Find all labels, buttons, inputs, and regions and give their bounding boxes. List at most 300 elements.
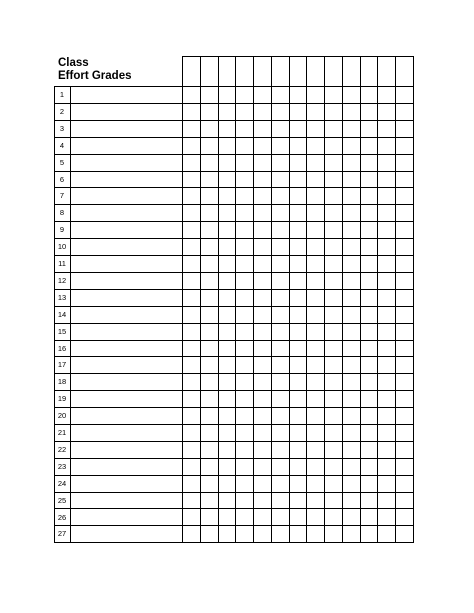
grade-cell[interactable] [396,222,413,238]
grade-cell[interactable] [290,188,307,204]
grade-cell[interactable] [378,290,395,306]
grade-cell[interactable] [290,222,307,238]
grade-cell[interactable] [307,526,324,542]
grade-cell[interactable] [272,138,289,154]
grade-cell[interactable] [396,205,413,221]
grade-column-header-cell[interactable] [236,57,253,86]
grade-column-header-cell[interactable] [361,57,378,86]
grade-cell[interactable] [343,324,360,340]
grade-cell[interactable] [378,324,395,340]
grade-cell[interactable] [325,121,342,137]
student-name-cell[interactable] [71,307,182,323]
grade-cell[interactable] [183,290,200,306]
grade-cell[interactable] [219,442,236,458]
grade-cell[interactable] [201,205,218,221]
grade-cell[interactable] [396,459,413,475]
grade-cell[interactable] [183,459,200,475]
grade-cell[interactable] [361,307,378,323]
grade-column-header-cell[interactable] [254,57,271,86]
grade-cell[interactable] [307,138,324,154]
student-name-cell[interactable] [71,391,182,407]
grade-cell[interactable] [201,273,218,289]
grade-cell[interactable] [183,188,200,204]
grade-cell[interactable] [183,121,200,137]
grade-cell[interactable] [254,526,271,542]
grade-cell[interactable] [343,374,360,390]
grade-cell[interactable] [201,307,218,323]
grade-cell[interactable] [219,307,236,323]
grade-cell[interactable] [236,307,253,323]
grade-cell[interactable] [201,510,218,526]
grade-cell[interactable] [290,442,307,458]
student-name-cell[interactable] [71,273,182,289]
student-name-cell[interactable] [71,493,182,509]
grade-cell[interactable] [219,290,236,306]
grade-cell[interactable] [378,273,395,289]
grade-cell[interactable] [325,391,342,407]
student-name-cell[interactable] [71,87,182,103]
grade-cell[interactable] [219,408,236,424]
grade-cell[interactable] [307,121,324,137]
grade-cell[interactable] [272,307,289,323]
grade-cell[interactable] [183,408,200,424]
grade-cell[interactable] [183,476,200,492]
grade-cell[interactable] [290,256,307,272]
grade-cell[interactable] [290,408,307,424]
grade-cell[interactable] [361,526,378,542]
grade-column-header-cell[interactable] [396,57,413,86]
grade-cell[interactable] [325,357,342,373]
grade-cell[interactable] [361,425,378,441]
grade-cell[interactable] [325,307,342,323]
grade-cell[interactable] [272,493,289,509]
grade-cell[interactable] [254,476,271,492]
grade-cell[interactable] [361,324,378,340]
grade-cell[interactable] [201,188,218,204]
grade-cell[interactable] [272,155,289,171]
grade-cell[interactable] [236,526,253,542]
grade-cell[interactable] [361,188,378,204]
grade-cell[interactable] [325,222,342,238]
grade-cell[interactable] [254,188,271,204]
grade-cell[interactable] [254,442,271,458]
grade-column-header-cell[interactable] [183,57,200,86]
grade-cell[interactable] [307,442,324,458]
grade-cell[interactable] [272,121,289,137]
grade-cell[interactable] [254,222,271,238]
grade-cell[interactable] [219,476,236,492]
grade-cell[interactable] [343,273,360,289]
grade-cell[interactable] [343,510,360,526]
grade-cell[interactable] [272,239,289,255]
grade-cell[interactable] [378,459,395,475]
grade-cell[interactable] [325,256,342,272]
grade-cell[interactable] [378,510,395,526]
grade-cell[interactable] [396,341,413,357]
grade-cell[interactable] [254,121,271,137]
grade-cell[interactable] [236,222,253,238]
grade-cell[interactable] [378,391,395,407]
grade-cell[interactable] [307,324,324,340]
grade-cell[interactable] [343,256,360,272]
grade-cell[interactable] [236,425,253,441]
grade-cell[interactable] [254,290,271,306]
grade-cell[interactable] [236,121,253,137]
grade-cell[interactable] [343,121,360,137]
grade-cell[interactable] [325,172,342,188]
grade-cell[interactable] [236,155,253,171]
grade-cell[interactable] [396,87,413,103]
grade-cell[interactable] [219,155,236,171]
grade-cell[interactable] [378,307,395,323]
grade-cell[interactable] [396,256,413,272]
grade-cell[interactable] [254,324,271,340]
grade-cell[interactable] [361,87,378,103]
grade-cell[interactable] [290,239,307,255]
grade-cell[interactable] [290,341,307,357]
grade-cell[interactable] [236,510,253,526]
grade-cell[interactable] [361,205,378,221]
grade-cell[interactable] [236,87,253,103]
grade-cell[interactable] [254,374,271,390]
grade-cell[interactable] [201,222,218,238]
grade-cell[interactable] [396,273,413,289]
grade-cell[interactable] [361,374,378,390]
student-name-cell[interactable] [71,104,182,120]
grade-cell[interactable] [201,155,218,171]
grade-cell[interactable] [378,256,395,272]
grade-cell[interactable] [183,155,200,171]
grade-cell[interactable] [183,374,200,390]
student-name-cell[interactable] [71,172,182,188]
grade-cell[interactable] [219,341,236,357]
grade-cell[interactable] [361,273,378,289]
grade-cell[interactable] [236,324,253,340]
grade-cell[interactable] [201,374,218,390]
grade-cell[interactable] [183,425,200,441]
grade-cell[interactable] [325,138,342,154]
grade-cell[interactable] [343,307,360,323]
grade-cell[interactable] [290,172,307,188]
grade-cell[interactable] [325,476,342,492]
grade-cell[interactable] [307,425,324,441]
grade-cell[interactable] [272,408,289,424]
grade-cell[interactable] [272,442,289,458]
grade-cell[interactable] [219,324,236,340]
grade-cell[interactable] [378,408,395,424]
student-name-cell[interactable] [71,290,182,306]
grade-cell[interactable] [290,290,307,306]
grade-cell[interactable] [183,391,200,407]
grade-cell[interactable] [272,476,289,492]
grade-cell[interactable] [307,307,324,323]
grade-cell[interactable] [396,172,413,188]
grade-cell[interactable] [219,138,236,154]
grade-cell[interactable] [343,138,360,154]
grade-cell[interactable] [396,526,413,542]
grade-cell[interactable] [396,425,413,441]
grade-cell[interactable] [343,104,360,120]
grade-cell[interactable] [254,155,271,171]
grade-cell[interactable] [290,87,307,103]
grade-cell[interactable] [343,341,360,357]
student-name-cell[interactable] [71,459,182,475]
grade-cell[interactable] [396,408,413,424]
grade-column-header-cell[interactable] [307,57,324,86]
grade-cell[interactable] [236,188,253,204]
grade-cell[interactable] [219,87,236,103]
grade-cell[interactable] [361,239,378,255]
grade-cell[interactable] [378,188,395,204]
grade-cell[interactable] [396,357,413,373]
grade-cell[interactable] [307,341,324,357]
grade-cell[interactable] [201,442,218,458]
grade-cell[interactable] [254,256,271,272]
grade-cell[interactable] [325,526,342,542]
grade-cell[interactable] [378,205,395,221]
grade-cell[interactable] [201,138,218,154]
grade-cell[interactable] [272,374,289,390]
grade-cell[interactable] [343,476,360,492]
grade-cell[interactable] [343,357,360,373]
grade-cell[interactable] [219,374,236,390]
grade-cell[interactable] [325,290,342,306]
grade-cell[interactable] [219,188,236,204]
grade-cell[interactable] [183,222,200,238]
grade-cell[interactable] [343,408,360,424]
grade-cell[interactable] [272,172,289,188]
grade-cell[interactable] [272,104,289,120]
student-name-cell[interactable] [71,155,182,171]
student-name-cell[interactable] [71,188,182,204]
grade-cell[interactable] [272,459,289,475]
grade-cell[interactable] [396,104,413,120]
grade-cell[interactable] [325,341,342,357]
grade-cell[interactable] [325,273,342,289]
grade-cell[interactable] [307,222,324,238]
grade-cell[interactable] [378,442,395,458]
grade-cell[interactable] [325,205,342,221]
grade-cell[interactable] [254,205,271,221]
grade-cell[interactable] [254,172,271,188]
grade-cell[interactable] [272,341,289,357]
grade-cell[interactable] [201,476,218,492]
grade-cell[interactable] [201,290,218,306]
grade-cell[interactable] [361,510,378,526]
grade-cell[interactable] [254,341,271,357]
grade-cell[interactable] [378,155,395,171]
grade-cell[interactable] [343,442,360,458]
grade-cell[interactable] [183,493,200,509]
grade-cell[interactable] [254,459,271,475]
student-name-cell[interactable] [71,374,182,390]
grade-cell[interactable] [396,391,413,407]
grade-column-header-cell[interactable] [290,57,307,86]
grade-cell[interactable] [183,510,200,526]
grade-cell[interactable] [201,239,218,255]
grade-cell[interactable] [236,408,253,424]
student-name-cell[interactable] [71,205,182,221]
grade-cell[interactable] [343,425,360,441]
grade-cell[interactable] [290,425,307,441]
grade-cell[interactable] [201,526,218,542]
grade-cell[interactable] [183,357,200,373]
grade-cell[interactable] [378,493,395,509]
grade-cell[interactable] [378,425,395,441]
grade-column-header-cell[interactable] [343,57,360,86]
grade-cell[interactable] [307,256,324,272]
grade-cell[interactable] [254,104,271,120]
grade-cell[interactable] [325,324,342,340]
grade-cell[interactable] [307,273,324,289]
grade-column-header-cell[interactable] [378,57,395,86]
grade-cell[interactable] [378,357,395,373]
grade-cell[interactable] [183,104,200,120]
grade-cell[interactable] [325,408,342,424]
grade-cell[interactable] [361,391,378,407]
grade-cell[interactable] [307,476,324,492]
grade-cell[interactable] [236,341,253,357]
grade-cell[interactable] [254,425,271,441]
grade-cell[interactable] [219,205,236,221]
grade-cell[interactable] [201,425,218,441]
grade-cell[interactable] [183,239,200,255]
grade-cell[interactable] [290,155,307,171]
grade-cell[interactable] [290,307,307,323]
student-name-cell[interactable] [71,222,182,238]
student-name-cell[interactable] [71,357,182,373]
grade-cell[interactable] [290,273,307,289]
student-name-cell[interactable] [71,526,182,542]
grade-cell[interactable] [201,87,218,103]
grade-cell[interactable] [272,324,289,340]
grade-cell[interactable] [201,408,218,424]
grade-cell[interactable] [290,324,307,340]
grade-cell[interactable] [272,188,289,204]
grade-cell[interactable] [290,476,307,492]
grade-cell[interactable] [343,526,360,542]
grade-cell[interactable] [378,104,395,120]
student-name-cell[interactable] [71,425,182,441]
grade-cell[interactable] [219,222,236,238]
student-name-cell[interactable] [71,341,182,357]
grade-cell[interactable] [236,442,253,458]
grade-cell[interactable] [325,104,342,120]
grade-cell[interactable] [183,172,200,188]
grade-cell[interactable] [361,104,378,120]
grade-column-header-cell[interactable] [272,57,289,86]
grade-cell[interactable] [325,510,342,526]
grade-cell[interactable] [307,408,324,424]
grade-cell[interactable] [236,357,253,373]
grade-cell[interactable] [219,510,236,526]
grade-cell[interactable] [396,121,413,137]
grade-cell[interactable] [290,205,307,221]
grade-cell[interactable] [201,357,218,373]
grade-cell[interactable] [361,155,378,171]
student-name-cell[interactable] [71,324,182,340]
grade-cell[interactable] [307,290,324,306]
grade-cell[interactable] [290,357,307,373]
grade-cell[interactable] [307,239,324,255]
grade-cell[interactable] [272,290,289,306]
grade-cell[interactable] [378,374,395,390]
grade-cell[interactable] [396,476,413,492]
grade-cell[interactable] [219,121,236,137]
grade-cell[interactable] [236,391,253,407]
grade-cell[interactable] [236,138,253,154]
grade-cell[interactable] [307,357,324,373]
grade-cell[interactable] [343,188,360,204]
grade-cell[interactable] [219,172,236,188]
grade-cell[interactable] [325,425,342,441]
grade-cell[interactable] [254,357,271,373]
grade-cell[interactable] [201,459,218,475]
grade-cell[interactable] [396,188,413,204]
grade-cell[interactable] [236,256,253,272]
grade-cell[interactable] [183,341,200,357]
student-name-cell[interactable] [71,408,182,424]
grade-cell[interactable] [396,324,413,340]
student-name-cell[interactable] [71,476,182,492]
grade-cell[interactable] [183,205,200,221]
grade-cell[interactable] [396,374,413,390]
grade-cell[interactable] [378,87,395,103]
grade-cell[interactable] [361,138,378,154]
grade-cell[interactable] [325,188,342,204]
grade-cell[interactable] [272,526,289,542]
grade-cell[interactable] [361,476,378,492]
grade-cell[interactable] [378,476,395,492]
grade-cell[interactable] [307,87,324,103]
grade-cell[interactable] [219,239,236,255]
grade-cell[interactable] [361,222,378,238]
grade-cell[interactable] [343,87,360,103]
grade-cell[interactable] [236,273,253,289]
grade-cell[interactable] [378,121,395,137]
grade-cell[interactable] [361,357,378,373]
grade-cell[interactable] [361,459,378,475]
grade-cell[interactable] [361,256,378,272]
grade-cell[interactable] [290,391,307,407]
grade-cell[interactable] [343,155,360,171]
grade-cell[interactable] [378,341,395,357]
student-name-cell[interactable] [71,256,182,272]
grade-cell[interactable] [254,408,271,424]
grade-cell[interactable] [325,459,342,475]
grade-cell[interactable] [325,374,342,390]
grade-cell[interactable] [361,408,378,424]
student-name-cell[interactable] [71,121,182,137]
grade-cell[interactable] [219,493,236,509]
grade-cell[interactable] [183,442,200,458]
grade-cell[interactable] [183,307,200,323]
grade-cell[interactable] [201,121,218,137]
grade-cell[interactable] [290,510,307,526]
grade-cell[interactable] [254,138,271,154]
grade-cell[interactable] [236,459,253,475]
grade-cell[interactable] [290,526,307,542]
grade-cell[interactable] [272,425,289,441]
grade-cell[interactable] [307,172,324,188]
grade-cell[interactable] [396,493,413,509]
grade-cell[interactable] [307,205,324,221]
grade-cell[interactable] [272,87,289,103]
grade-cell[interactable] [183,256,200,272]
grade-cell[interactable] [307,459,324,475]
grade-cell[interactable] [307,510,324,526]
grade-cell[interactable] [325,87,342,103]
